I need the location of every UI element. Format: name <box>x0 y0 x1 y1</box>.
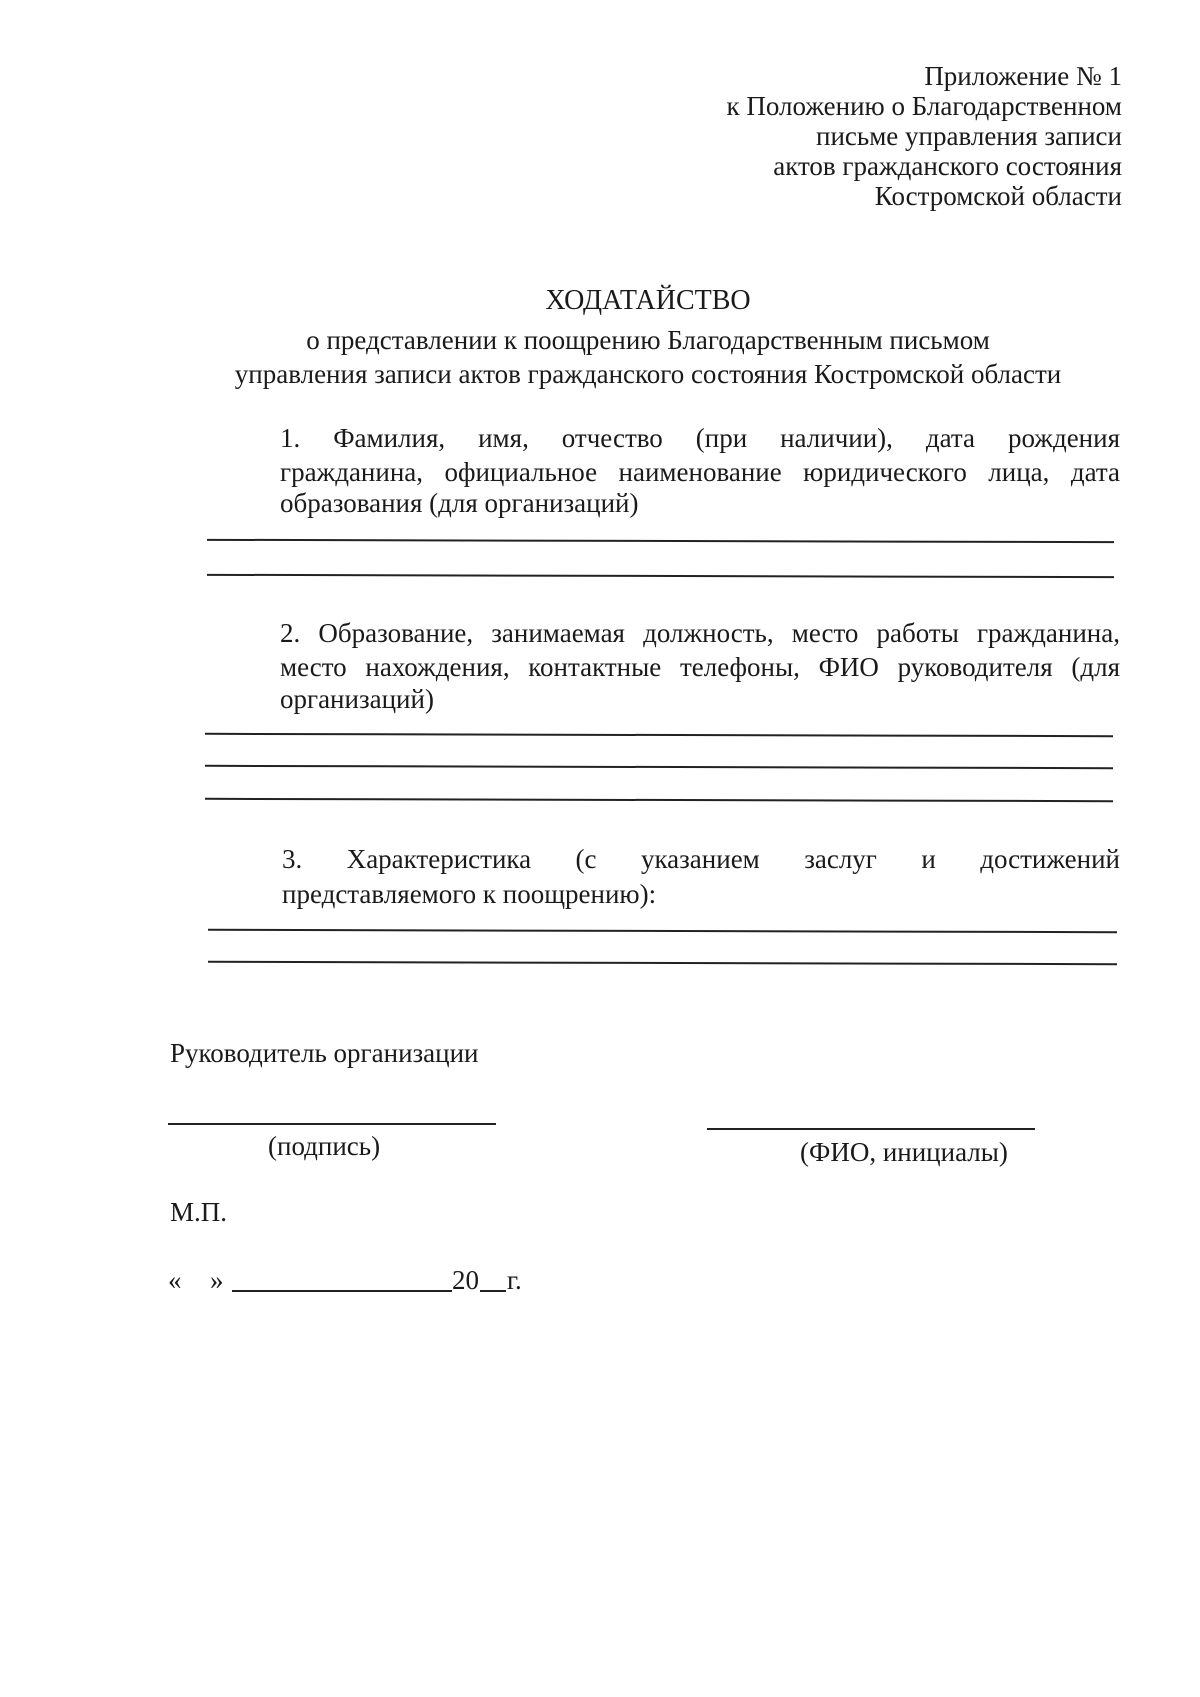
year-suffix: г. <box>507 1265 522 1295</box>
fill-line[interactable] <box>205 765 1113 769</box>
subtitle-line-1: о представлении к поощрению Благодарственным письмом <box>306 325 990 355</box>
section-1-line-1: 1. Фамилия, имя, отчество (при наличии), дата рождения <box>280 423 1120 453</box>
name-line[interactable] <box>707 1128 1035 1130</box>
section-1-line-3: образования (для организаций) <box>280 488 639 518</box>
fill-line[interactable] <box>205 733 1113 737</box>
year-line[interactable] <box>480 1290 506 1292</box>
section-2-line-1: 2. Образование, занимаемая должность, место работы гражданина, <box>280 618 1120 648</box>
name-caption: (ФИО, инициалы) <box>800 1137 1008 1167</box>
subtitle-line-2: управления записи актов гражданского состояния Костромской области <box>234 359 1062 389</box>
section-1-line-2: гражданина, официальное наименование юридического лица, дата <box>280 457 1120 487</box>
date-month-line[interactable] <box>232 1290 452 1292</box>
section-3-line-2: представляемого к поощрению): <box>282 879 657 909</box>
fill-line[interactable] <box>205 798 1113 802</box>
fill-line[interactable] <box>207 539 1114 543</box>
signature-caption: (подпись) <box>268 1131 381 1161</box>
year-prefix: 20 <box>452 1265 479 1295</box>
appendix-line: письме управления записи <box>816 121 1122 151</box>
section-3-line-1: 3. Характеристика (с указанием заслуг и достижений <box>282 844 1120 874</box>
signature-head: Руководитель организации <box>170 1038 479 1068</box>
section-2-line-2: место нахождения, контактные телефоны, ФИО руководителя (для <box>280 652 1120 682</box>
date-open-quote: « <box>168 1265 182 1295</box>
date-close-quote: » <box>210 1265 224 1295</box>
fill-line[interactable] <box>207 574 1114 578</box>
appendix-line: Костромской области <box>874 181 1122 211</box>
appendix-line: Приложение № 1 <box>924 61 1122 91</box>
appendix-line: к Положению о Благодарственном <box>726 91 1122 121</box>
fill-line[interactable] <box>208 961 1117 965</box>
section-2-line-3: организаций) <box>280 684 434 714</box>
signature-line[interactable] <box>168 1123 496 1125</box>
appendix-line: актов гражданского состояния <box>773 151 1122 181</box>
document-title: ХОДАТАЙСТВО <box>545 285 751 316</box>
stamp-mark: М.П. <box>170 1197 228 1227</box>
fill-line[interactable] <box>208 929 1117 933</box>
